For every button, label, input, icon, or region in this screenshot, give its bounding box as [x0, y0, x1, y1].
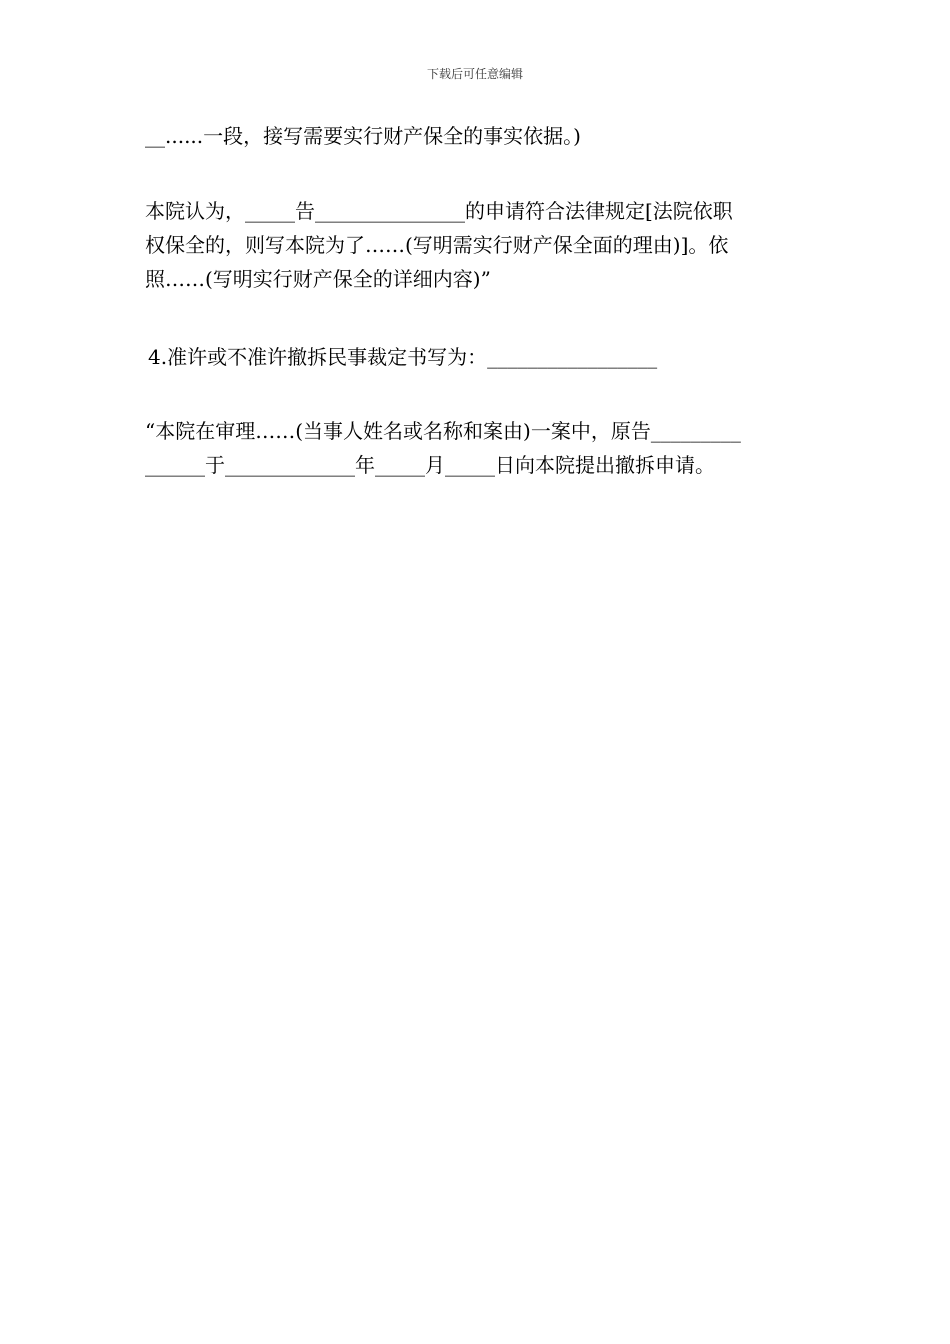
- text-line: 照……(写明实行财产保全的详细内容)”: [145, 267, 491, 291]
- text-line: “本院在审理……(当事人姓名或名称和案由)一案中，原告_________: [145, 419, 741, 443]
- text-line: __......一段，接写需要实行财产保全的事实依据。): [145, 124, 581, 148]
- text-line: 本院认为，_____告_______________的申请符合法律规定[法院依职: [145, 199, 733, 223]
- paragraph-withdrawal-template: [145, 414, 807, 482]
- text-line: 4.准许或不准许撤拆民事裁定书写为：_________________: [148, 345, 658, 369]
- text-line: 权保全的，则写本院为了……(写明需实行财产保全面的理由)]。依: [145, 233, 729, 257]
- page-header: 下载后可任意编辑: [426, 67, 523, 81]
- paragraph-section-4-heading: [148, 340, 810, 374]
- text-line: ______于_____________年_____月_____日向本院提出撤拆申请。: [145, 453, 715, 477]
- paragraph-fact-basis: [145, 119, 807, 153]
- paragraph-court-opinion: [145, 194, 807, 296]
